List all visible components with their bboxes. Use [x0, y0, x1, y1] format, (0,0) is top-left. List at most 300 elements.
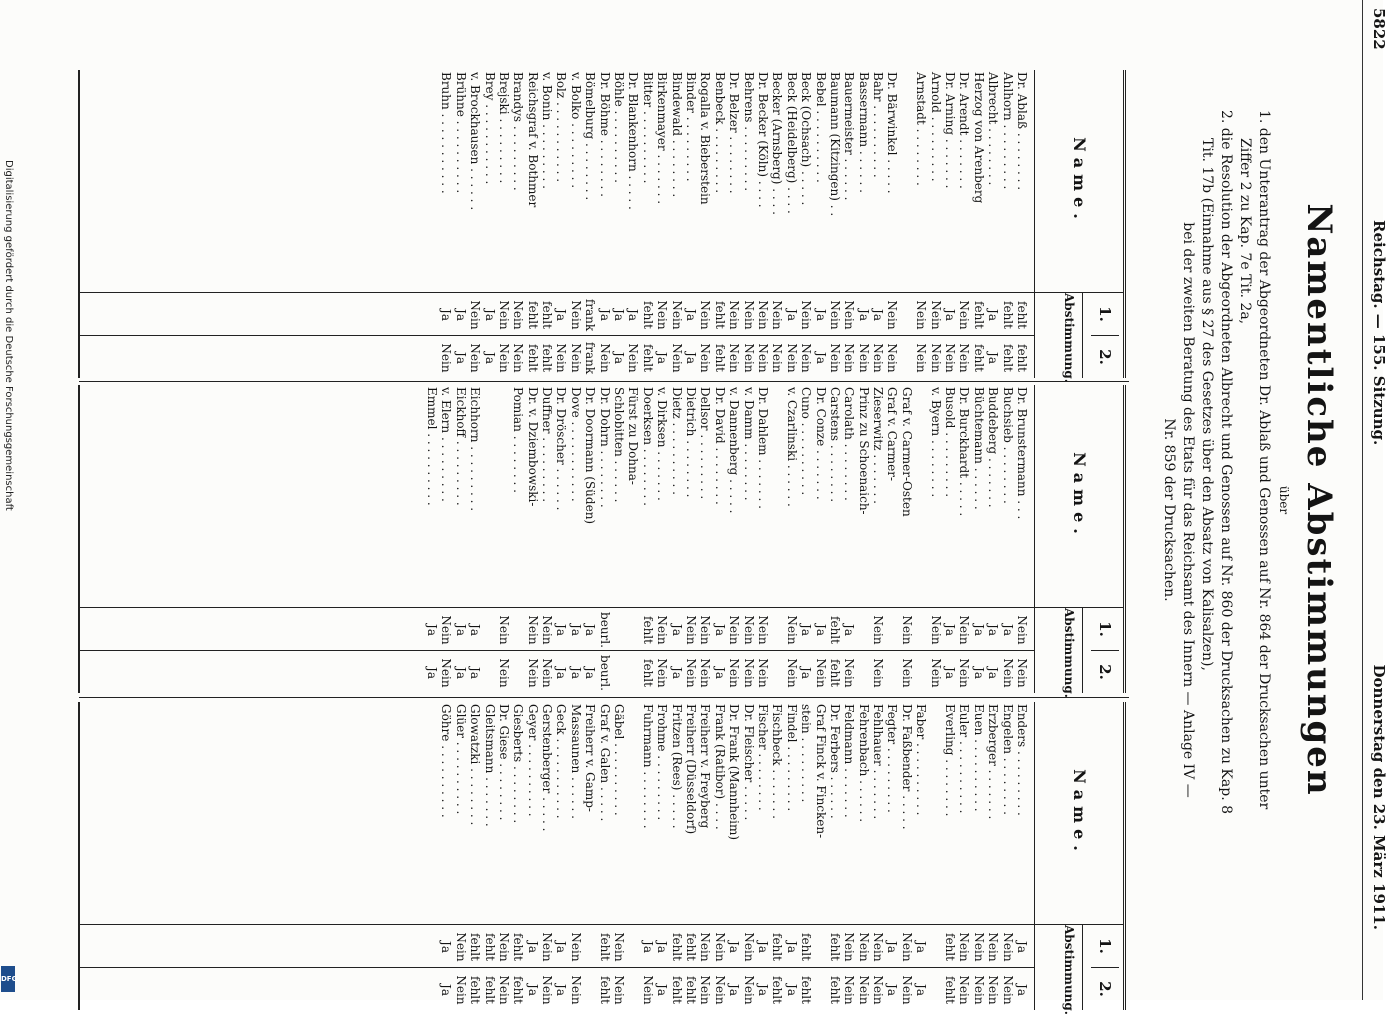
vote-2: fehlt	[525, 344, 540, 372]
vote-1: Nein	[957, 615, 972, 645]
table-row	[943, 702, 957, 1010]
table-row	[928, 385, 942, 693]
member-name: Bauermeister . . . . . .	[842, 72, 857, 201]
table-row	[626, 70, 640, 378]
table-row	[684, 70, 698, 378]
vote-1: Ja	[655, 941, 670, 953]
vote-2: Nein	[640, 975, 655, 1005]
vote-1: Ja	[640, 941, 655, 953]
member-name: Dr. Faßbender . . . . .	[899, 704, 914, 830]
table-row	[914, 385, 928, 693]
member-name: Behrens . . . . . . . . .	[741, 72, 756, 192]
member-name: Arnstadt . . . . . . . .	[914, 72, 929, 186]
vote-table-2	[78, 385, 1126, 698]
member-name: Freiherr v. Freyberg	[698, 704, 713, 829]
vote-1: Ja	[554, 624, 569, 636]
vote-2: fehlt	[712, 344, 727, 372]
vote-2: Ja	[813, 352, 828, 364]
table-row	[583, 385, 597, 693]
member-name: v. Byern . . . . . . . .	[928, 387, 943, 498]
vote-1: Nein	[655, 615, 670, 645]
table-row	[569, 70, 583, 378]
vote-1: Ja	[612, 309, 627, 321]
vote-1: Nein	[784, 615, 799, 645]
vote-1: fehlt	[770, 933, 785, 961]
vote-2: Nein	[540, 975, 555, 1005]
vote-1: fehlt	[597, 933, 612, 961]
vote-table-3	[78, 702, 1126, 1015]
member-name: Pomian . . . . . . . .	[511, 387, 526, 493]
member-name: Ahlhorn . . . . . . . . .	[1000, 72, 1015, 190]
member-name: Dr. Blankenhorn . . . . .	[626, 72, 641, 210]
table-row	[1000, 70, 1014, 378]
vote-1: fehlt	[468, 933, 483, 961]
dfg-logo: DFG	[1, 966, 15, 992]
vote-1: Ja	[914, 941, 929, 953]
vote-2: Ja	[986, 352, 1001, 364]
vote-1: Nein	[540, 932, 555, 962]
vote-2: fehlt	[640, 659, 655, 687]
table-row	[741, 385, 755, 693]
vote-1: Ja	[453, 624, 468, 636]
vote-1: Nein	[727, 300, 742, 330]
document-title: Namentliche Abstimmungen	[1299, 203, 1339, 797]
table-row	[655, 385, 669, 693]
member-name: Glüer . . . . . . . . . .	[453, 704, 468, 815]
table-row	[828, 702, 842, 1010]
vote-2: Nein	[1000, 975, 1015, 1005]
vote-1: beurl.	[597, 612, 612, 648]
intro-line-2: Ziffer 2 zu Kap. 7e Tit. 2a,	[1237, 138, 1253, 325]
member-name: Schlobitten . . . . . .	[612, 387, 627, 503]
vote-1: Nein	[914, 300, 929, 330]
table-row	[899, 70, 913, 378]
vote-2: Nein	[957, 658, 972, 688]
table-row	[899, 702, 913, 1010]
member-name: Frank (Ratibor) . . . .	[712, 704, 727, 830]
vote-1: fehlt	[525, 301, 540, 329]
vote-2: Ja	[612, 352, 627, 364]
member-name: Graf v. Carmer-Osten	[899, 387, 914, 517]
member-name: Engelen . . . . . . . .	[1000, 704, 1015, 815]
vote-2: Ja	[712, 667, 727, 679]
member-name: Göhre . . . . . . . . . .	[439, 704, 454, 818]
table-row	[511, 702, 525, 1010]
member-name: Beck (Heidelberg) . . . .	[784, 72, 799, 214]
intro-line-6: Nr. 859 der Drucksachen.	[1161, 418, 1177, 602]
vote-1: Nein	[755, 300, 770, 330]
member-name: Freiherr (Düsseldorf)	[684, 704, 699, 835]
vote-1: Ja	[813, 624, 828, 636]
member-name: Bitter . . . . . . . . . .	[640, 72, 655, 184]
table-row	[698, 385, 712, 693]
member-name: v. Bonin . . . . . . . . .	[540, 72, 555, 189]
vote-2: Nein	[755, 658, 770, 688]
vote-1: fehlt	[971, 301, 986, 329]
vote-2: Nein	[540, 658, 555, 688]
vote-2: Nein	[856, 975, 871, 1005]
table-row	[525, 385, 539, 693]
table-row	[511, 385, 525, 693]
vote-1: Ja	[842, 624, 857, 636]
member-name: Buchsieb . . . . . . . .	[1000, 387, 1015, 504]
member-name: v. Damm . . . . . . . .	[741, 387, 756, 501]
table-row	[914, 702, 928, 1010]
vote-1: Ja	[986, 624, 1001, 636]
member-name: Dove . . . . . . . . . . .	[568, 387, 583, 502]
member-name: Dr. Belzer . . . . . . . .	[727, 72, 742, 194]
member-name: Gäbel . . . . . . . . . .	[612, 704, 627, 816]
table-row	[943, 385, 957, 693]
vote-2: Nein	[957, 343, 972, 373]
vote-2: Nein	[1000, 658, 1015, 688]
vote-1: Ja	[784, 941, 799, 953]
vote-table-1	[78, 70, 1126, 383]
table-row	[756, 385, 770, 693]
vote-1: Nein	[741, 932, 756, 962]
vote-1: Ja	[727, 941, 742, 953]
vote-1: Nein	[986, 932, 1001, 962]
table-row	[842, 702, 856, 1010]
table-row	[770, 385, 784, 693]
vote-2: Nein	[655, 658, 670, 688]
table-row	[468, 385, 482, 693]
vote-2: Ja	[439, 984, 454, 996]
vote-2: fehlt	[971, 344, 986, 372]
table-body	[425, 385, 1029, 693]
member-name: Glowatzki . . . . . . . .	[468, 704, 483, 826]
table-row	[597, 385, 611, 693]
vote-1: Nein	[496, 300, 511, 330]
member-name: Dr. Burckhardt . . . . .	[957, 387, 972, 517]
member-name: Bindewald . . . . . . . .	[669, 72, 684, 198]
vote-1: Nein	[439, 615, 454, 645]
vote-2: Nein	[755, 343, 770, 373]
vote-1: Nein	[741, 300, 756, 330]
table-row	[482, 702, 496, 1010]
table-row	[1000, 702, 1014, 1010]
member-name: Fürst zu Dohna-	[626, 387, 641, 485]
table-row	[856, 702, 870, 1010]
member-name: Dr. Dohrn . . . . . . . .	[597, 387, 612, 508]
page-header	[1362, 0, 1391, 1000]
vote-2: Ja	[583, 667, 598, 679]
vote-1: fehlt	[669, 933, 684, 961]
vote-1: Nein	[511, 300, 526, 330]
table-row	[799, 70, 813, 378]
vote-2: Ja	[755, 984, 770, 996]
table-row	[986, 70, 1000, 378]
table-row	[957, 702, 971, 1010]
table-row	[583, 702, 597, 1010]
vote-1: Ja	[439, 941, 454, 953]
member-name: v. Brockhausen . . . . . .	[468, 72, 483, 211]
vote-2: Nein	[554, 343, 569, 373]
vote-2: Nein	[986, 975, 1001, 1005]
table-row	[813, 702, 827, 1010]
table-row	[727, 385, 741, 693]
table-row	[554, 70, 568, 378]
table-row	[914, 70, 928, 378]
member-name: Dr. Fleischer . . . . .	[741, 704, 756, 821]
header-vote-2: 2.	[1096, 981, 1114, 997]
vote-2: Nein	[698, 658, 713, 688]
header-abstimmung: Abstimmung.	[1062, 608, 1083, 693]
member-name: Dietrich . . . . . . . .	[684, 387, 699, 498]
vote-1: fehlt	[482, 933, 497, 961]
vote-2: Nein	[842, 658, 857, 688]
vote-1: Nein	[496, 932, 511, 962]
table-row	[497, 385, 511, 693]
member-name: Geyer . . . . . . . . . .	[525, 704, 540, 817]
member-name: Carolath . . . . . . . .	[842, 387, 857, 501]
member-name: v. Dirksen . . . . . . .	[655, 387, 670, 501]
table-row	[986, 385, 1000, 693]
vote-2: fehlt	[1000, 344, 1015, 372]
table-row	[856, 385, 870, 693]
table-row	[482, 70, 496, 378]
subtitle-ueber: über	[1277, 485, 1291, 515]
vote-1: Ja	[597, 309, 612, 321]
table-row	[727, 702, 741, 1010]
rotated-page-content	[65, 0, 1391, 1015]
vote-1: Nein	[770, 300, 785, 330]
vote-1: Ja	[669, 624, 684, 636]
table-row	[871, 702, 885, 1010]
vote-1: Nein	[842, 932, 857, 962]
member-name: Euler . . . . . . . . . .	[957, 704, 972, 814]
member-name: Fischbeck . . . . . . .	[770, 704, 785, 819]
table-row	[899, 385, 913, 693]
member-name: Giesberts . . . . . . . .	[511, 704, 526, 824]
vote-2: Nein	[712, 975, 727, 1005]
vote-2: Nein	[871, 343, 886, 373]
member-name: Dr. Bärwinkel . . . . .	[885, 72, 900, 194]
vote-2: Nein	[813, 658, 828, 688]
member-name: Graf v. Galen . . . . .	[597, 704, 612, 822]
vote-2: Ja	[727, 984, 742, 996]
vote-1: fehlt	[540, 301, 555, 329]
table-row	[453, 702, 467, 1010]
vote-2: fehlt	[943, 976, 958, 1004]
vote-2: Nein	[597, 343, 612, 373]
member-name: Dr. Conze . . . . . . .	[813, 387, 828, 500]
vote-2: Nein	[914, 343, 929, 373]
vote-1: Nein	[971, 932, 986, 962]
table-row	[770, 702, 784, 1010]
vote-2: Ja	[554, 667, 569, 679]
vote-1: fehlt	[640, 616, 655, 644]
vote-1: Ja	[813, 309, 828, 321]
table-row	[756, 70, 770, 378]
vote-2: frank	[583, 341, 598, 375]
vote-2: Nein	[568, 343, 583, 373]
digitization-note	[2, 160, 16, 990]
table-row	[612, 385, 626, 693]
vote-2: fehlt	[669, 976, 684, 1004]
table-row	[482, 385, 496, 693]
vote-1: Ja	[971, 624, 986, 636]
vote-1: Nein	[827, 300, 842, 330]
table-row	[669, 385, 683, 693]
vote-1: Nein	[698, 300, 713, 330]
member-name: Dellsor . . . . . . . . .	[698, 387, 713, 500]
vote-2: Nein	[684, 658, 699, 688]
header-abstimmung: Abstimmung.	[1062, 293, 1083, 378]
vote-2: Nein	[626, 343, 641, 373]
table-row	[439, 70, 453, 378]
member-name: Carstens . . . . . . . .	[827, 387, 842, 503]
table-row	[1000, 385, 1014, 693]
member-name: Busold . . . . . . . . .	[943, 387, 958, 498]
vote-2: Nein	[799, 343, 814, 373]
member-name: v. Bolko . . . . . . . . .	[568, 72, 583, 189]
vote-1: Nein	[468, 300, 483, 330]
vote-1: Nein	[568, 300, 583, 330]
member-name: Binder . . . . . . . . .	[684, 72, 699, 182]
table-row	[597, 70, 611, 378]
vote-2: Ja	[1015, 984, 1029, 996]
vote-1: Nein	[856, 932, 871, 962]
header-name: Name.	[1035, 702, 1123, 925]
vote-1: Ja	[453, 309, 468, 321]
member-name: Bebel . . . . . . . . . .	[813, 72, 828, 183]
vote-2: Nein	[1015, 658, 1029, 688]
table-row	[1015, 702, 1029, 1010]
table-row	[842, 385, 856, 693]
table-separator	[79, 697, 1129, 698]
member-name: Fehlhauer . . . . . . .	[871, 704, 886, 820]
vote-1: Nein	[496, 615, 511, 645]
member-name: Dr. Brunstermann . . .	[1015, 387, 1029, 520]
vote-2: fehlt	[799, 976, 814, 1004]
table-row	[554, 702, 568, 1010]
member-name: Dr. Giese . . . . . . . .	[496, 704, 511, 821]
intro-text	[1159, 110, 1273, 910]
vote-2: Nein	[770, 343, 785, 373]
member-name: Emmel . . . . . . . . . .	[424, 387, 439, 506]
member-name: Reichsgraf v. Bothmer	[525, 72, 540, 208]
member-name: Dr. Dröscher . . . . . .	[554, 387, 569, 511]
vote-2: Nein	[511, 343, 526, 373]
vote-2: Ja	[914, 984, 929, 996]
vote-2: beurl.	[597, 655, 612, 691]
table-row	[655, 70, 669, 378]
vote-1: Ja	[885, 941, 900, 953]
vote-2: Nein	[827, 343, 842, 373]
table-row	[540, 385, 554, 693]
vote-2: Ja	[943, 667, 958, 679]
vote-1: fehlt	[712, 301, 727, 329]
member-name: Dr. Ferbers . . . . . .	[827, 704, 842, 819]
table-row	[799, 702, 813, 1010]
vote-2: Nein	[468, 343, 483, 373]
member-name: Prinz zu Schoenaich-	[856, 387, 871, 515]
member-name: Arnold . . . . . . . . .	[928, 72, 943, 182]
vote-1: fehlt	[827, 933, 842, 961]
vote-2: Ja	[482, 352, 497, 364]
member-name: Graf Finck v. Fincken-	[813, 704, 828, 839]
vote-2: Ja	[568, 667, 583, 679]
table-row	[525, 70, 539, 378]
member-name: Bömelburg . . . . . . . .	[583, 72, 598, 201]
vote-1: Nein	[928, 300, 943, 330]
vote-2: Ja	[453, 667, 468, 679]
table-row	[712, 702, 726, 1010]
table-row	[525, 702, 539, 1010]
page-number: 5822	[1370, 8, 1388, 50]
member-name: Fritzen (Rees) . . . . .	[669, 704, 684, 829]
member-name: Baumann (Kitzingen) . .	[827, 72, 842, 217]
member-name: Duffner . . . . . . . . .	[540, 387, 555, 503]
vote-2: Nein	[727, 343, 742, 373]
vote-2: Nein	[871, 658, 886, 688]
vote-2: Nein	[885, 343, 900, 373]
table-row	[626, 385, 640, 693]
session-date: Donnerstag den 23. März 1911.	[1370, 664, 1388, 930]
member-name: Herzog von Arenberg	[971, 72, 986, 204]
vote-2: Nein	[741, 658, 756, 688]
table-row	[813, 70, 827, 378]
member-name: Dietz . . . . . . . . . .	[669, 387, 684, 495]
member-name: Eickhoff . . . . . . . . .	[453, 387, 468, 506]
table-row	[885, 385, 899, 693]
vote-2: fehlt	[540, 344, 555, 372]
member-name: Eichhorn . . . . . . . . .	[468, 387, 483, 512]
table-row	[756, 702, 770, 1010]
table-row	[885, 70, 899, 378]
intro-line-3: 2. die Resolution der Abgeordneten Albrecht und Genossen auf Nr. 860 der Drucksachen zu Kap. 8	[1218, 110, 1234, 815]
vote-2: Nein	[784, 658, 799, 688]
vote-1: Ja	[1000, 624, 1015, 636]
member-name: Dr. Becker (Köln) . . . .	[755, 72, 770, 208]
vote-2: Nein	[439, 658, 454, 688]
member-name: Brandys . . . . . . . . .	[511, 72, 526, 191]
table-header	[1034, 385, 1123, 698]
vote-1: Ja	[856, 309, 871, 321]
table-row	[684, 702, 698, 1010]
table-row	[554, 385, 568, 693]
vote-1: fehlt	[640, 301, 655, 329]
vote-1: Ja	[468, 624, 483, 636]
table-row	[712, 70, 726, 378]
vote-2: fehlt	[482, 976, 497, 1004]
table-row	[784, 702, 798, 1010]
vote-2: Nein	[928, 343, 943, 373]
vote-1: fehlt	[799, 933, 814, 961]
vote-2: fehlt	[684, 976, 699, 1004]
vote-2: Ja	[885, 984, 900, 996]
member-name: Fischer . . . . . . . .	[755, 704, 770, 811]
table-row	[1015, 385, 1029, 693]
table-header	[1034, 702, 1123, 1015]
table-row	[626, 702, 640, 1010]
vote-2: Nein	[612, 975, 627, 1005]
vote-2: Nein	[669, 343, 684, 373]
vote-2: fehlt	[827, 976, 842, 1004]
table-row	[698, 70, 712, 378]
vote-2: Ja	[453, 352, 468, 364]
vote-1: Nein	[540, 615, 555, 645]
vote-2: fehlt	[770, 976, 785, 1004]
vote-1: Nein	[698, 615, 713, 645]
member-name: Buddeberg . . . . . . .	[986, 387, 1001, 508]
vote-2: Nein	[496, 343, 511, 373]
member-name: Dr. Böhme . . . . . . . .	[597, 72, 612, 197]
vote-2: Ja	[799, 667, 814, 679]
vote-2: Nein	[842, 975, 857, 1005]
member-name: Albrecht . . . . . . . .	[986, 72, 1001, 186]
